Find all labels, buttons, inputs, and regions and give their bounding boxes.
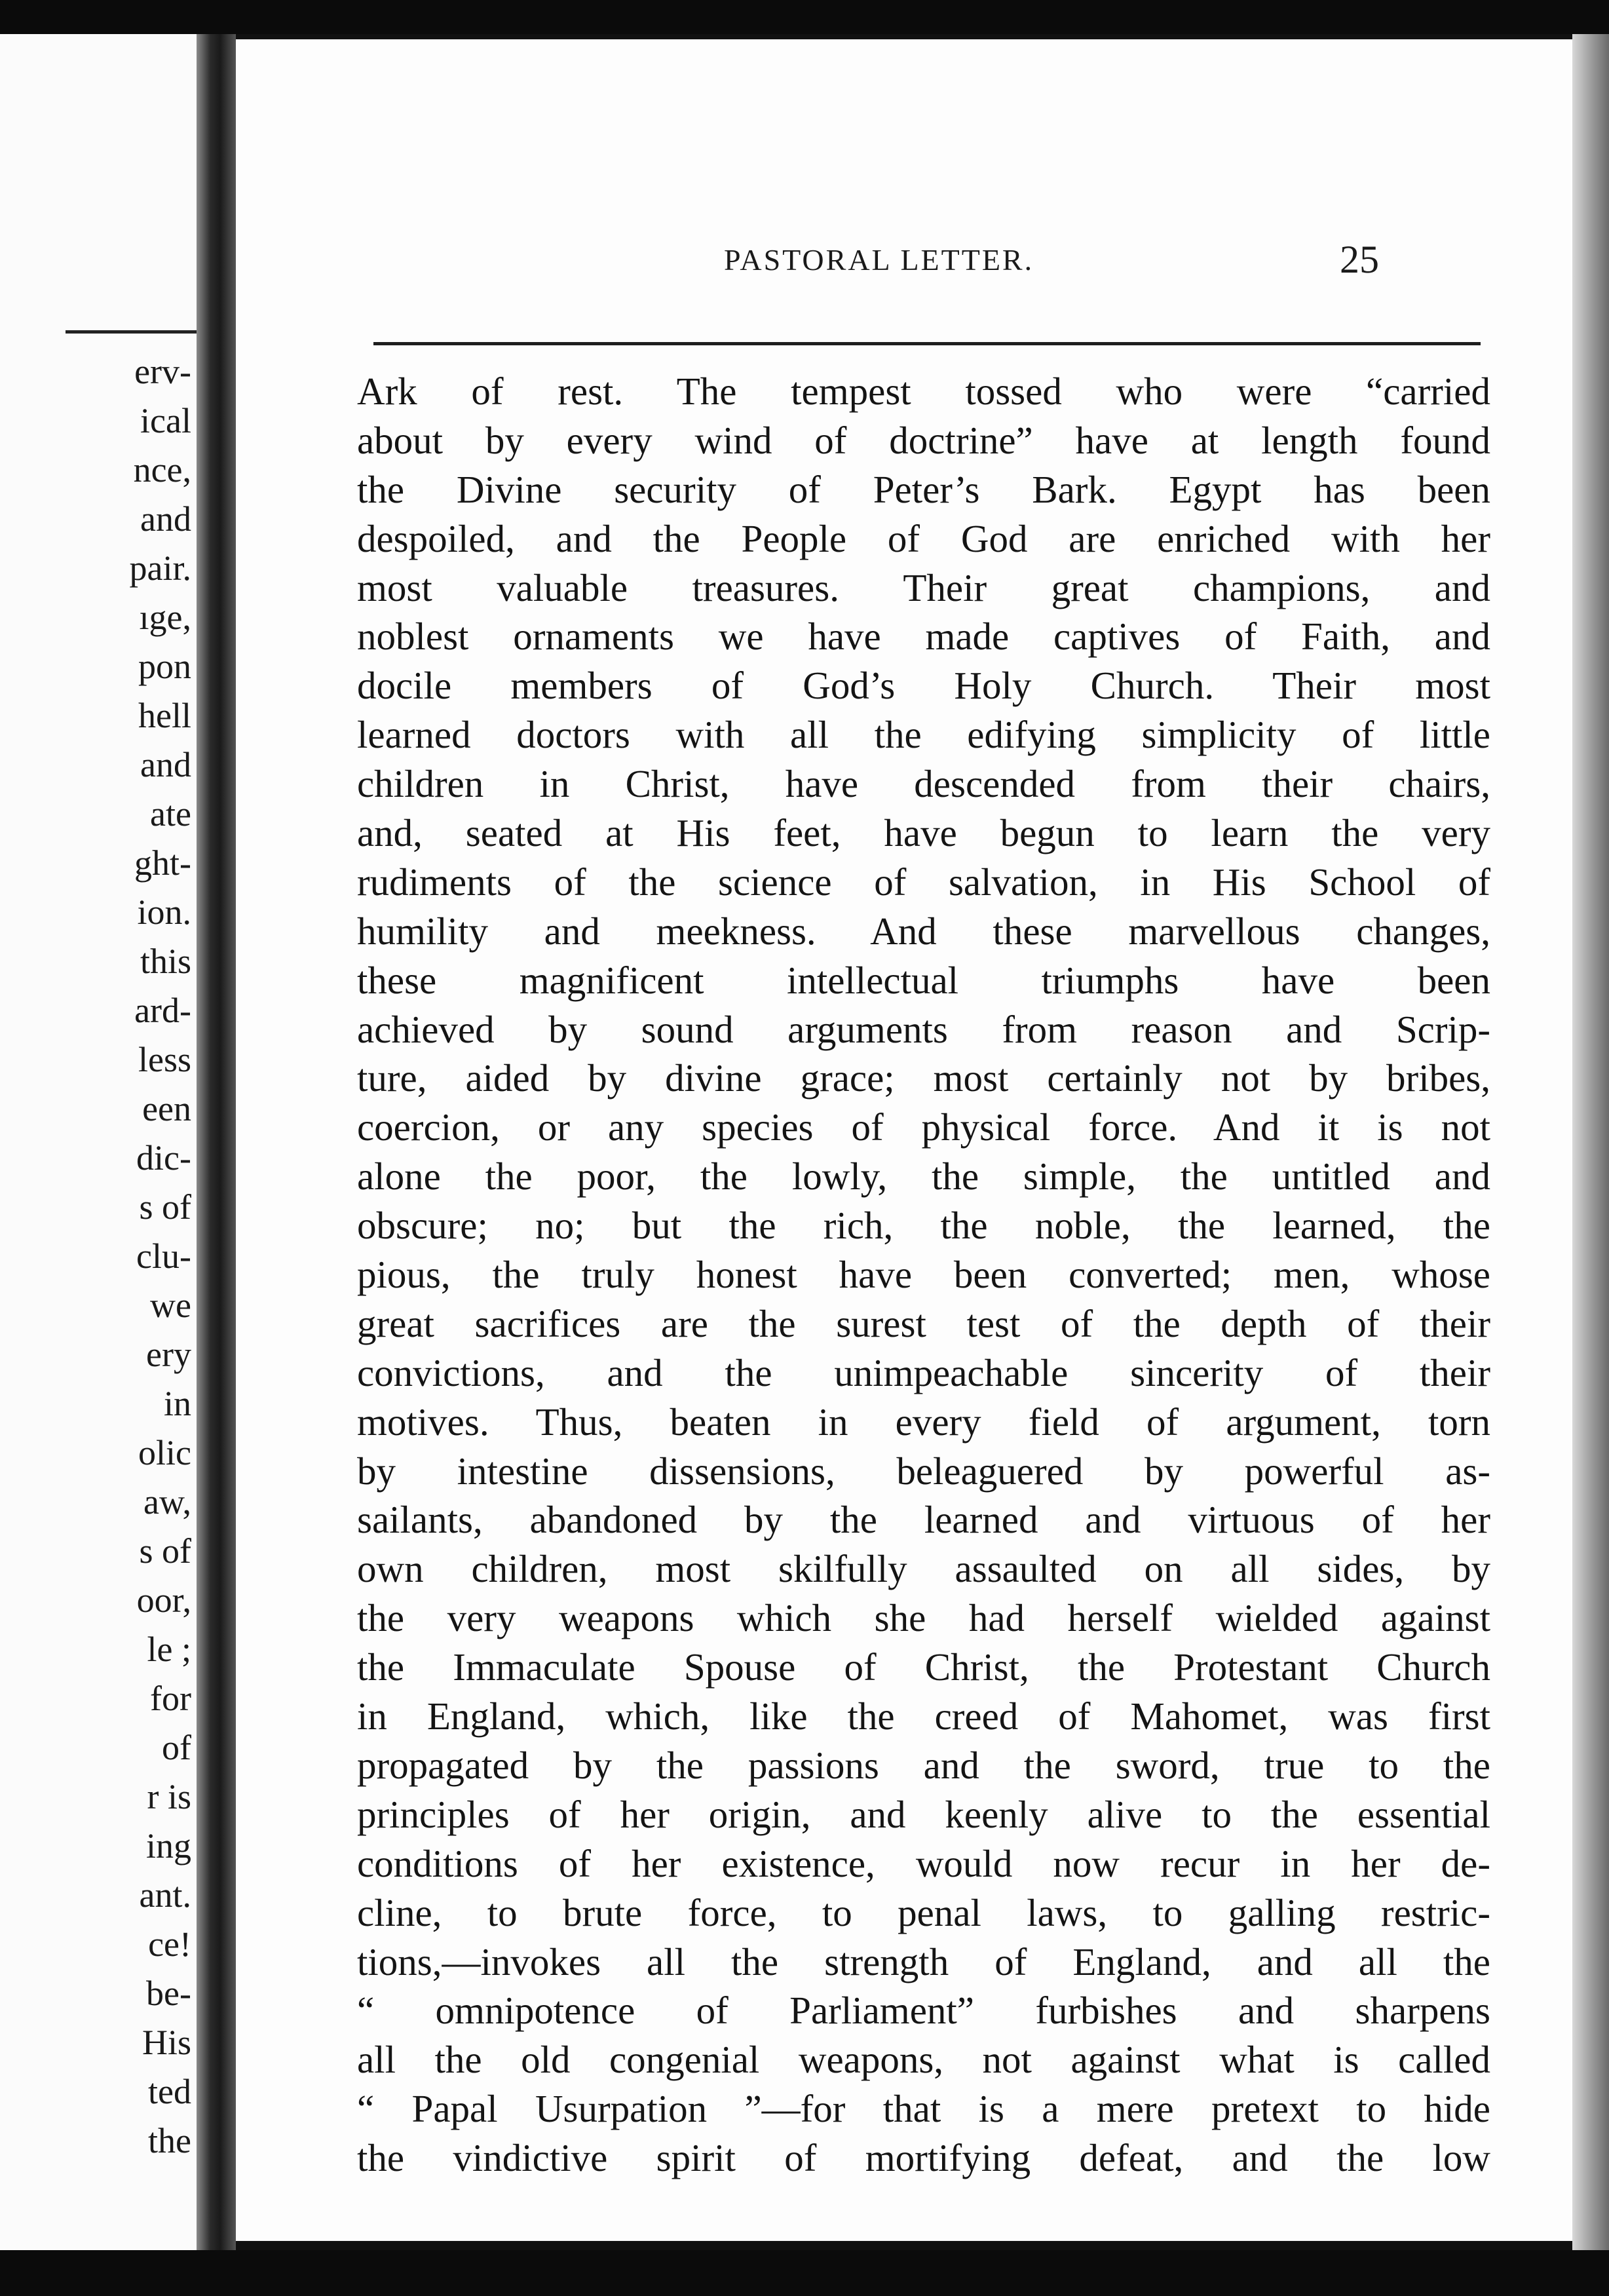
text-line: the vindictive spirit of mortifying defeat, and the low <box>357 2136 1490 2180</box>
facing-line: ıge, <box>139 598 191 637</box>
book-page <box>236 39 1572 2241</box>
text-line: “ omnipotence of Parliament” furbishes and sharpens <box>357 1989 1490 2033</box>
facing-line: le ; <box>147 1630 191 1669</box>
page-edge-shadow <box>1572 34 1609 2250</box>
text-line: in England, which, like the creed of Mahomet, was first <box>357 1694 1490 1738</box>
facing-line: een <box>142 1089 191 1128</box>
book-gutter <box>197 34 236 2250</box>
header-rule <box>373 342 1481 345</box>
text-line: sailants, abandoned by the learned and virtuous of her <box>357 1498 1490 1542</box>
text-line: these magnificent intellectual triumphs have been <box>357 958 1490 1002</box>
running-head <box>236 238 1572 288</box>
scan-top-border <box>0 0 1609 34</box>
text-line: noblest ornaments we have made captives of Faith, and <box>357 615 1490 659</box>
text-line: convictions, and the unimpeachable sincerity of their <box>357 1350 1490 1394</box>
facing-page <box>0 34 197 2250</box>
page-number: 25 <box>1340 238 1379 281</box>
text-line: pious, the truly honest have been converted; men, whose <box>357 1253 1490 1297</box>
facing-line: clu- <box>136 1236 191 1276</box>
text-line: alone the poor, the lowly, the simple, the untitled and <box>357 1155 1490 1198</box>
text-line: the Immaculate Spouse of Christ, the Protestant Church <box>357 1645 1490 1689</box>
body-text <box>357 367 1490 2183</box>
text-line: the Divine security of Peter’s Bark. Egypt has been <box>357 467 1490 511</box>
facing-line: oor, <box>136 1580 191 1620</box>
facing-line: pon <box>138 647 191 686</box>
text-line: coercion, or any species of physical force. And it is not <box>357 1105 1490 1149</box>
facing-line: aw, <box>143 1482 191 1521</box>
facing-page-rule <box>66 330 197 334</box>
text-line: and, seated at His feet, have begun to learn the very <box>357 811 1490 855</box>
facing-line: ce! <box>148 1924 191 1964</box>
facing-page-text <box>60 347 191 2166</box>
facing-line: ted <box>148 2072 191 2111</box>
facing-line: r is <box>147 1777 191 1816</box>
running-title: PASTORAL LETTER. <box>724 243 1034 277</box>
text-line: own children, most skilfully assaulted on all sides, by <box>357 1547 1490 1591</box>
facing-line: s of <box>139 1531 191 1571</box>
facing-line: nce, <box>133 450 191 489</box>
text-line: docile members of God’s Holy Church. Their most <box>357 664 1490 708</box>
text-line: motives. Thus, beaten in every field of argument, torn <box>357 1400 1490 1444</box>
facing-line: ate <box>150 794 191 833</box>
facing-line: we <box>150 1286 191 1325</box>
text-line: achieved by sound arguments from reason and Scrip- <box>357 1007 1490 1051</box>
text-line: ture, aided by divine grace; most certainly not by bribes, <box>357 1056 1490 1100</box>
text-line: most valuable treasures. Their great champions, and <box>357 565 1490 609</box>
text-line: propagated by the passions and the sword, true to the <box>357 1743 1490 1787</box>
facing-line: ical <box>140 401 191 440</box>
text-line: cline, to brute force, to penal laws, to galling restric- <box>357 1890 1490 1934</box>
facing-line: less <box>138 1040 191 1079</box>
text-line: learned doctors with all the edifying simplicity of little <box>357 713 1490 757</box>
facing-line: dic- <box>136 1138 191 1177</box>
text-line: humility and meekness. And these marvellous changes, <box>357 909 1490 953</box>
facing-line: olic <box>138 1433 191 1472</box>
text-line: obscure; no; but the rich, the noble, the learned, the <box>357 1204 1490 1248</box>
facing-line: the <box>148 2121 191 2160</box>
text-line: about by every wind of doctrine” have at length found <box>357 418 1490 462</box>
text-line: great sacrifices are the surest test of the depth of their <box>357 1301 1490 1345</box>
facing-line: ght- <box>134 843 191 883</box>
text-line: all the old congenial weapons, not against what is called <box>357 2038 1490 2082</box>
facing-line: ant. <box>139 1875 191 1915</box>
facing-line: erv- <box>134 352 191 391</box>
scan-bottom-border <box>0 2250 1609 2296</box>
text-line: tions,—invokes all the strength of England, and all the <box>357 1940 1490 1983</box>
facing-line: and <box>140 745 191 784</box>
facing-line: and <box>140 499 191 539</box>
facing-line: ing <box>145 1826 191 1866</box>
facing-line: ard- <box>134 991 191 1030</box>
text-line: the very weapons which she had herself wielded against <box>357 1596 1490 1640</box>
text-line: conditions of her existence, would now recur in her de- <box>357 1841 1490 1885</box>
text-line: despoiled, and the People of God are enriched with her <box>357 516 1490 560</box>
text-line: children in Christ, have descended from their chairs, <box>357 762 1490 806</box>
facing-line: His <box>142 2023 191 2062</box>
facing-line: for <box>150 1679 191 1718</box>
text-line: rudiments of the science of salvation, in His School of <box>357 860 1490 904</box>
text-line: principles of her origin, and keenly alive to the essential <box>357 1792 1490 1836</box>
text-line: Ark of rest. The tempest tossed who were “carried <box>357 370 1490 413</box>
facing-line: hell <box>138 696 191 735</box>
facing-line: in <box>163 1384 191 1423</box>
text-line: by intestine dissensions, beleaguered by powerful as- <box>357 1449 1490 1493</box>
facing-line: ion. <box>137 892 191 932</box>
facing-line: this <box>140 942 191 981</box>
facing-line: ery <box>146 1335 191 1374</box>
facing-line: of <box>162 1728 191 1767</box>
text-line: “ Papal Usurpation ”—for that is a mere pretext to hide <box>357 2087 1490 2131</box>
facing-line: be- <box>146 1974 191 2013</box>
facing-line: s of <box>139 1187 191 1227</box>
facing-line: pair. <box>129 548 191 588</box>
